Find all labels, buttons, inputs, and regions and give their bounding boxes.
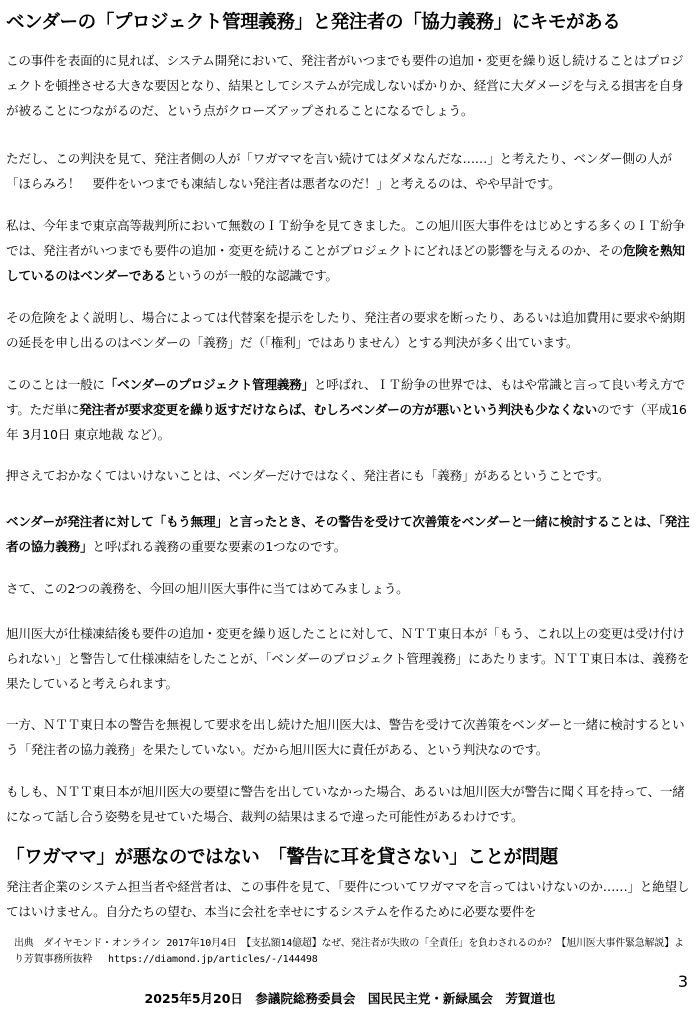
p5-text-a: このことは一般に <box>6 377 105 392</box>
source-citation: 出典 ダイヤモンド・オンライン 2017年10月4日 【支払額14億超】なぜ、発注者が失敗の「全責任」を負わされるのか？【旭川医大事件緊急解説】より芳賀事務所抜粋 https://diamond.jp/articles/-/144498 <box>14 938 684 965</box>
p5-bold-duty-name: 「ベンダーのプロジェクト管理義務」 <box>104 377 314 392</box>
p5-text-c: と呼ばれ、ＩＴ紛争の世界では、もはや常識と言って良い考え方です。ただ単に <box>6 377 685 417</box>
paragraph-ntt-warning: 旭川医大が仕様凍結後も要件の追加・変更を繰り返したことに対して、ＮＴＴ東日本が「もう、これ以上の変更は受け付けられない」と警告して仕様凍結をしたことが、「ベンダーのプロジェクト管理義務」にあたります。ＮＴＴ東日本は、義務を果たしていると考えられます。 <box>6 626 690 691</box>
p5-text-e: のです（平成16年 3月10日 東京地裁 など）。 <box>6 402 687 442</box>
paragraph-client-duty: 押さえておかなくてはいけないことは、ベンダーだけではなく、発注者にも「義務」があるということです。 <box>6 468 610 483</box>
section-heading-not-selfishness: 「ワガママ」が悪なのではない 「警告に耳を貸さない」ことが問題 <box>6 847 558 868</box>
p7-bold-cooperation: ベンダーが発注者に対して「もう無理」と言ったとき、その警告を受けて次善策をベンダーと一緒に検討することは、「発注者の協力義務」 <box>6 514 690 554</box>
paragraph-surface-view: この事件を表面的に見れば、システム開発において、発注者がいつまでも要件の追加・変更を繰り返し続けることはプロジェクトを頓挫させる大きな要因となり、結果としてシステムが完成しないばかりか、経営に大ダメージを与える損害を自身が被ることにつながるのだ、という点がクローズアップされることになるでしょう。 <box>6 53 684 118</box>
paragraph-cooperation-duty <box>6 509 694 559</box>
paragraph-hypothetical: もしも、ＮＴＴ東日本が旭川医大の要望に警告を出していなかった場合、あるいは旭川医大が警告に聞く耳を持って、一緒になって話し合う姿勢を見せていた場合、裁判の結果はまるで違った可能性があるわけです。 <box>6 784 685 824</box>
p7-text-b: と呼ばれる義務の重要な要素の1つなのです。 <box>92 539 347 554</box>
paragraph-it-disputes <box>6 213 694 288</box>
p3-text-c: というのが一般的な認識です。 <box>165 268 338 283</box>
page-footer: 2025年5月20日 参議院総務委員会 国民民主党・新緑風会 芳賀道也 <box>144 991 556 1006</box>
paragraph-vendor-obligation: その危険をよく説明し、場合によっては代替案を提示をしたり、発注者の要求を断ったり、あるいは追加費用に要求や納期の延長を申し出るのはベンダーの「義務」だ（「権利」ではありません）とする判決が多く出ています。 <box>6 310 685 350</box>
p3-text-a: 私は、今年まで東京高等裁判所において無数のＩＴ紛争を見てきました。この旭川医大事件をはじめとする多くのＩＴ紛争では、発注者がいつまでも要件の追加・変更を続けることがプロジェクトにどれほどの影響を与えるのか、その <box>6 218 685 258</box>
paragraph-do-not-despair: 発注者企業のシステム担当者や経営者は、この事件を見て、「要件についてワガママを言ってはいけないのか……」と絶望してはいけません。自分たちの望む、本当に会社を幸せにするシステムを作るために必要な要件を <box>6 879 690 919</box>
p5-bold-vendor-at-fault: 発注者が要求変更を繰り返すだけならば、むしろベンダーの方が悪いという判決も少なくない <box>79 402 597 417</box>
paragraph-project-management-duty <box>6 372 694 447</box>
paragraph-asahikawa-fault: 一方、ＮＴＴ東日本の警告を無視して要求を出し続けた旭川医大は、警告を受けて次善策をベンダーと一緒に検討するという「発注者の協力義務」を果たしていない。だから旭川医大に責任がある、という判決なのです。 <box>6 717 685 757</box>
p3-bold-vendor-knows-risk: 危険を熟知しているのはベンダーである <box>6 243 685 283</box>
paragraph-apply-case: さて、この2つの義務を、今回の旭川医大事件に当てはめてみましょう。 <box>6 581 409 596</box>
page-number: 3 <box>677 972 688 991</box>
section-heading-vendor-duty: ベンダーの「プロジェクト管理義務」と発注者の「協力義務」にキモがある <box>6 12 621 33</box>
paragraph-too-early: ただし、この判決を見て、発注者側の人が「ワガママを言い続けてはダメなんだな……」と考えたり、ベンダー側の人が「ほらみろ！ 要件をいつまでも凍結しない発注者は悪者なのだ！」と考えるのは、やや早計です。 <box>6 151 672 191</box>
